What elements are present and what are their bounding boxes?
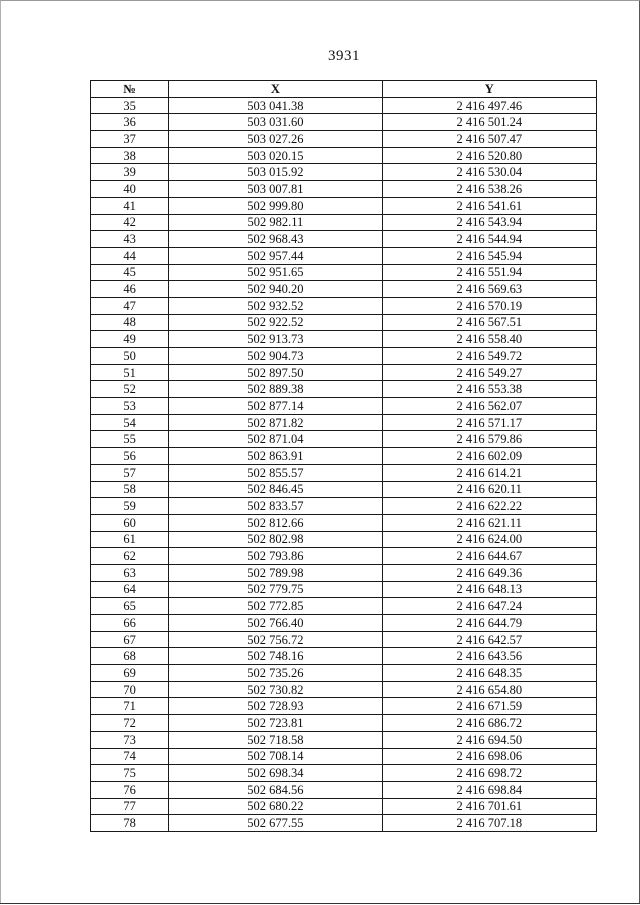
- table-row: [91, 498, 597, 515]
- cell-x: 502 957.44: [169, 247, 382, 264]
- cell-number: 74: [91, 748, 169, 765]
- cell-x: 502 772.85: [169, 598, 382, 615]
- cell-number: 72: [91, 715, 169, 732]
- cell-number: 42: [91, 214, 169, 231]
- cell-y: 2 416 649.36: [382, 564, 596, 581]
- cell-number: 61: [91, 531, 169, 548]
- cell-x: 502 940.20: [169, 281, 382, 298]
- page-number: 3931: [328, 48, 360, 64]
- cell-y: 2 416 624.00: [382, 531, 596, 548]
- table-row: [91, 615, 597, 632]
- cell-y: 2 416 647.24: [382, 598, 596, 615]
- cell-x: 502 766.40: [169, 615, 382, 632]
- cell-x: 502 730.82: [169, 681, 382, 698]
- cell-number: 48: [91, 314, 169, 331]
- cell-x: 502 871.82: [169, 414, 382, 431]
- coordinates-table: [90, 80, 597, 832]
- table-row: [91, 548, 597, 565]
- cell-x: 502 889.38: [169, 381, 382, 398]
- cell-y: 2 416 553.38: [382, 381, 596, 398]
- cell-number: 62: [91, 548, 169, 565]
- table-row: [91, 131, 597, 148]
- header-y: Y: [382, 81, 596, 98]
- cell-number: 35: [91, 97, 169, 114]
- cell-y: 2 416 621.11: [382, 514, 596, 531]
- cell-y: 2 416 570.19: [382, 297, 596, 314]
- table-row: [91, 314, 597, 331]
- cell-x: 502 718.58: [169, 731, 382, 748]
- cell-y: 2 416 507.47: [382, 131, 596, 148]
- cell-number: 75: [91, 765, 169, 782]
- cell-number: 78: [91, 815, 169, 832]
- table-row: [91, 364, 597, 381]
- cell-number: 41: [91, 197, 169, 214]
- table-row: [91, 114, 597, 131]
- cell-y: 2 416 654.80: [382, 681, 596, 698]
- cell-number: 37: [91, 131, 169, 148]
- cell-x: 502 698.34: [169, 765, 382, 782]
- cell-number: 44: [91, 247, 169, 264]
- cell-x: 502 871.04: [169, 431, 382, 448]
- cell-number: 59: [91, 498, 169, 515]
- cell-y: 2 416 602.09: [382, 448, 596, 465]
- table-row: [91, 731, 597, 748]
- cell-y: 2 416 707.18: [382, 815, 596, 832]
- cell-x: 502 932.52: [169, 297, 382, 314]
- table-row: [91, 598, 597, 615]
- table-row: [91, 281, 597, 298]
- cell-x: 502 999.80: [169, 197, 382, 214]
- table-row: [91, 297, 597, 314]
- cell-number: 56: [91, 448, 169, 465]
- cell-y: 2 416 497.46: [382, 97, 596, 114]
- cell-number: 38: [91, 147, 169, 164]
- cell-y: 2 416 567.51: [382, 314, 596, 331]
- cell-y: 2 416 648.13: [382, 581, 596, 598]
- cell-x: 502 793.86: [169, 548, 382, 565]
- table-row: [91, 97, 597, 114]
- cell-y: 2 416 698.72: [382, 765, 596, 782]
- cell-y: 2 416 643.56: [382, 648, 596, 665]
- cell-x: 502 748.16: [169, 648, 382, 665]
- table-row: [91, 331, 597, 348]
- table-row: [91, 815, 597, 832]
- cell-number: 52: [91, 381, 169, 398]
- table-header-row: [91, 81, 597, 98]
- cell-x: 502 802.98: [169, 531, 382, 548]
- cell-number: 64: [91, 581, 169, 598]
- cell-y: 2 416 569.63: [382, 281, 596, 298]
- table-row: [91, 631, 597, 648]
- cell-x: 502 723.81: [169, 715, 382, 732]
- cell-number: 39: [91, 164, 169, 181]
- table-row: [91, 398, 597, 415]
- cell-number: 54: [91, 414, 169, 431]
- cell-number: 73: [91, 731, 169, 748]
- cell-x: 502 897.50: [169, 364, 382, 381]
- page-bottom-edge: [0, 903, 640, 904]
- cell-number: 50: [91, 348, 169, 365]
- cell-number: 58: [91, 481, 169, 498]
- cell-y: 2 416 644.67: [382, 548, 596, 565]
- cell-number: 65: [91, 598, 169, 615]
- cell-x: 502 922.52: [169, 314, 382, 331]
- table-row: [91, 665, 597, 682]
- table-row: [91, 781, 597, 798]
- cell-number: 46: [91, 281, 169, 298]
- table-row: [91, 564, 597, 581]
- cell-number: 68: [91, 648, 169, 665]
- cell-number: 51: [91, 364, 169, 381]
- cell-x: 502 680.22: [169, 798, 382, 815]
- cell-number: 40: [91, 181, 169, 198]
- cell-y: 2 416 644.79: [382, 615, 596, 632]
- cell-y: 2 416 648.35: [382, 665, 596, 682]
- cell-number: 77: [91, 798, 169, 815]
- table-row: [91, 698, 597, 715]
- table-row: [91, 481, 597, 498]
- cell-y: 2 416 501.24: [382, 114, 596, 131]
- table-row: [91, 514, 597, 531]
- cell-y: 2 416 698.84: [382, 781, 596, 798]
- cell-x: 502 855.57: [169, 464, 382, 481]
- cell-x: 502 684.56: [169, 781, 382, 798]
- cell-y: 2 416 620.11: [382, 481, 596, 498]
- cell-x: 502 735.26: [169, 665, 382, 682]
- cell-y: 2 416 694.50: [382, 731, 596, 748]
- cell-y: 2 416 549.72: [382, 348, 596, 365]
- cell-y: 2 416 579.86: [382, 431, 596, 448]
- cell-y: 2 416 701.61: [382, 798, 596, 815]
- cell-number: 57: [91, 464, 169, 481]
- header-x: X: [169, 81, 382, 98]
- table-row: [91, 765, 597, 782]
- cell-x: 503 031.60: [169, 114, 382, 131]
- cell-y: 2 416 543.94: [382, 214, 596, 231]
- cell-y: 2 416 541.61: [382, 197, 596, 214]
- table-row: [91, 381, 597, 398]
- cell-x: 502 812.66: [169, 514, 382, 531]
- table-row: [91, 748, 597, 765]
- cell-x: 502 904.73: [169, 348, 382, 365]
- table-row: [91, 715, 597, 732]
- table-row: [91, 348, 597, 365]
- cell-y: 2 416 642.57: [382, 631, 596, 648]
- cell-x: 502 728.93: [169, 698, 382, 715]
- table-row: [91, 181, 597, 198]
- table-row: [91, 264, 597, 281]
- cell-y: 2 416 686.72: [382, 715, 596, 732]
- cell-y: 2 416 549.27: [382, 364, 596, 381]
- cell-number: 43: [91, 231, 169, 248]
- cell-y: 2 416 544.94: [382, 231, 596, 248]
- table-row: [91, 414, 597, 431]
- cell-y: 2 416 571.17: [382, 414, 596, 431]
- cell-x: 503 007.81: [169, 181, 382, 198]
- cell-x: 502 779.75: [169, 581, 382, 598]
- cell-y: 2 416 622.22: [382, 498, 596, 515]
- cell-x: 502 756.72: [169, 631, 382, 648]
- table-row: [91, 147, 597, 164]
- table-row: [91, 214, 597, 231]
- cell-x: 502 708.14: [169, 748, 382, 765]
- cell-number: 60: [91, 514, 169, 531]
- cell-number: 76: [91, 781, 169, 798]
- cell-x: 502 789.98: [169, 564, 382, 581]
- cell-x: 502 877.14: [169, 398, 382, 415]
- cell-x: 502 846.45: [169, 481, 382, 498]
- cell-number: 69: [91, 665, 169, 682]
- table-row: [91, 197, 597, 214]
- table-row: [91, 798, 597, 815]
- table-row: [91, 681, 597, 698]
- table-row: [91, 464, 597, 481]
- cell-number: 53: [91, 398, 169, 415]
- cell-x: 502 968.43: [169, 231, 382, 248]
- cell-number: 70: [91, 681, 169, 698]
- cell-y: 2 416 530.04: [382, 164, 596, 181]
- cell-x: 502 951.65: [169, 264, 382, 281]
- table-row: [91, 247, 597, 264]
- cell-number: 36: [91, 114, 169, 131]
- cell-x: 503 020.15: [169, 147, 382, 164]
- cell-y: 2 416 614.21: [382, 464, 596, 481]
- cell-number: 71: [91, 698, 169, 715]
- cell-y: 2 416 698.06: [382, 748, 596, 765]
- cell-number: 55: [91, 431, 169, 448]
- cell-x: 502 863.91: [169, 448, 382, 465]
- table-row: [91, 231, 597, 248]
- cell-x: 503 015.92: [169, 164, 382, 181]
- table-row: [91, 431, 597, 448]
- cell-number: 67: [91, 631, 169, 648]
- cell-x: 502 982.11: [169, 214, 382, 231]
- cell-number: 47: [91, 297, 169, 314]
- table-row: [91, 648, 597, 665]
- cell-x: 502 677.55: [169, 815, 382, 832]
- cell-y: 2 416 671.59: [382, 698, 596, 715]
- table-row: [91, 531, 597, 548]
- table-body: [91, 97, 597, 831]
- cell-number: 45: [91, 264, 169, 281]
- cell-y: 2 416 520.80: [382, 147, 596, 164]
- cell-y: 2 416 562.07: [382, 398, 596, 415]
- cell-y: 2 416 558.40: [382, 331, 596, 348]
- cell-x: 502 913.73: [169, 331, 382, 348]
- cell-number: 63: [91, 564, 169, 581]
- cell-x: 503 027.26: [169, 131, 382, 148]
- cell-y: 2 416 545.94: [382, 247, 596, 264]
- table-row: [91, 448, 597, 465]
- cell-number: 49: [91, 331, 169, 348]
- table-row: [91, 164, 597, 181]
- table-row: [91, 581, 597, 598]
- cell-x: 502 833.57: [169, 498, 382, 515]
- header-number: №: [91, 81, 169, 98]
- cell-y: 2 416 551.94: [382, 264, 596, 281]
- cell-number: 66: [91, 615, 169, 632]
- cell-y: 2 416 538.26: [382, 181, 596, 198]
- cell-x: 503 041.38: [169, 97, 382, 114]
